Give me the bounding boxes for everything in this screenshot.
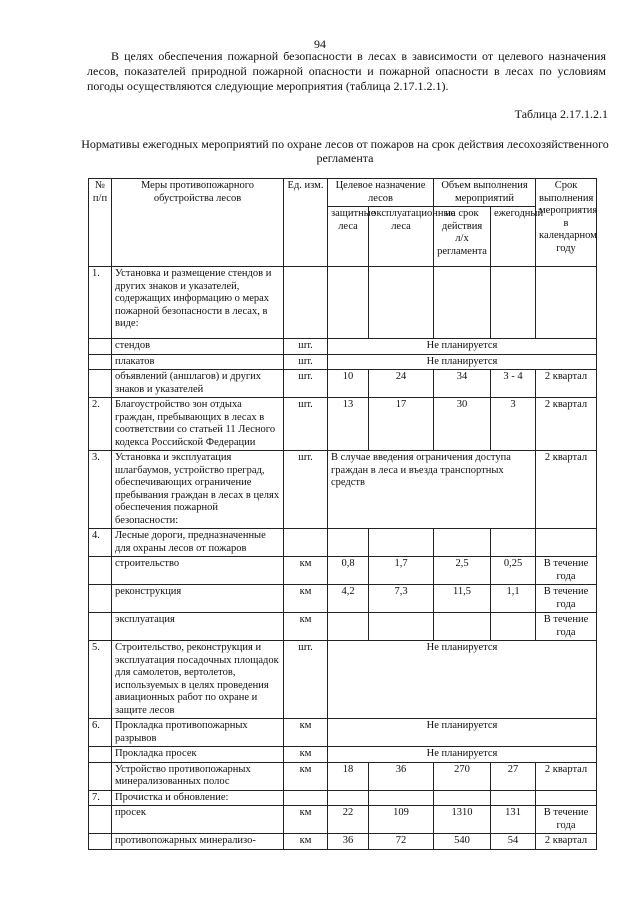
- deadline-value: 2 квартал: [536, 398, 597, 451]
- term-value: 30: [434, 398, 491, 451]
- table-row: [89, 747, 597, 763]
- unit-cell: км: [284, 719, 328, 747]
- row-number: 3.: [89, 451, 112, 529]
- deadline-value: В течение года: [536, 585, 597, 613]
- exploitation-value: 72: [369, 834, 434, 850]
- table-row: [89, 719, 597, 747]
- merged-value: В случае введения ограничения доступа граждан в леса и въезда транспортных средств: [328, 451, 536, 529]
- deadline-value: 2 квартал: [536, 370, 597, 398]
- header-num: № п/п: [89, 179, 112, 267]
- header-measures: Меры противопожарного обустройства лесов: [112, 179, 284, 267]
- fire-protection-norms-table: [88, 178, 597, 850]
- table-row: [89, 585, 597, 613]
- table-row: [89, 339, 597, 355]
- term-value: 1310: [434, 806, 491, 834]
- unit-cell: шт.: [284, 339, 328, 355]
- table-row: [89, 451, 597, 529]
- protective-value: 0,8: [328, 557, 369, 585]
- measure-name: плакатов: [112, 354, 284, 370]
- measure-name: Прокладка противопожарных разрывов: [112, 719, 284, 747]
- term-value: 2,5: [434, 557, 491, 585]
- deadline-value: В течение года: [536, 557, 597, 585]
- table-row: [89, 834, 597, 850]
- exploitation-value: 1,7: [369, 557, 434, 585]
- measure-name: Строительство, реконструкция и эксплуатация посадочных площадок для самолетов, вертолетов, используемых в целях проведения авиационных работ по охране и защите лесов: [112, 641, 284, 719]
- row-number: 1.: [89, 267, 112, 339]
- annual-value: 27: [491, 762, 536, 790]
- merged-value: Не планируется: [328, 339, 597, 355]
- measure-name: реконструкция: [112, 585, 284, 613]
- header-row: [89, 179, 597, 207]
- table-row: [89, 762, 597, 790]
- unit-cell: км: [284, 747, 328, 763]
- table-title: Нормативы ежегодных мероприятий по охране лесов от пожаров на срок действия лесохозяйственного регламента: [81, 137, 609, 165]
- unit-cell: шт.: [284, 451, 328, 529]
- table-row: [89, 370, 597, 398]
- page-number: 94: [314, 37, 326, 51]
- table-row: [89, 790, 597, 806]
- annual-value: 54: [491, 834, 536, 850]
- measure-name: Благоустройство зон отдыха граждан, пребывающих в лесах в соответствии со статьей 11 Лесного кодекса Российской Федерации: [112, 398, 284, 451]
- table-row: [89, 398, 597, 451]
- table-row: [89, 354, 597, 370]
- unit-cell: км: [284, 762, 328, 790]
- exploitation-value: 36: [369, 762, 434, 790]
- protective-value: 4,2: [328, 585, 369, 613]
- table-caption: Таблица 2.17.1.2.1: [514, 107, 608, 121]
- protective-value: 22: [328, 806, 369, 834]
- header-volume: Объем выполнения мероприятий: [434, 179, 536, 207]
- annual-value: 3: [491, 398, 536, 451]
- unit-cell: км: [284, 806, 328, 834]
- header-deadline: Срок выполнения мероприятия в календарном году: [536, 179, 597, 267]
- term-value: 11,5: [434, 585, 491, 613]
- header-protective: защитные леса: [328, 207, 369, 267]
- annual-value: 1,1: [491, 585, 536, 613]
- row-number: 7.: [89, 790, 112, 806]
- exploitation-value: 109: [369, 806, 434, 834]
- table-row: [89, 267, 597, 339]
- measure-name: стендов: [112, 339, 284, 355]
- measure-name: Установка и эксплуатация шлагбаумов, устройство преград, обеспечивающих ограничение пребывания граждан в лесах в целях обеспечения пожарной безопасности:: [112, 451, 284, 529]
- row-number: 5.: [89, 641, 112, 719]
- row-number: 4.: [89, 529, 112, 557]
- header-purpose: Целевое назначение лесов: [328, 179, 434, 207]
- unit-cell: км: [284, 557, 328, 585]
- measure-name: объявлений (аншлагов) и других знаков и указателей: [112, 370, 284, 398]
- deadline-value: 2 квартал: [536, 451, 597, 529]
- protective-value: 10: [328, 370, 369, 398]
- unit-cell: шт.: [284, 370, 328, 398]
- table-row: [89, 613, 597, 641]
- merged-value: Не планируется: [328, 747, 597, 763]
- header-exploitation: эксплуатационные леса: [369, 207, 434, 267]
- exploitation-value: 24: [369, 370, 434, 398]
- protective-value: 36: [328, 834, 369, 850]
- protective-value: 13: [328, 398, 369, 451]
- measure-name: противопожарных минерализо-: [112, 834, 284, 850]
- merged-value: Не планируется: [328, 354, 597, 370]
- exploitation-value: 7,3: [369, 585, 434, 613]
- measure-name: строительство: [112, 557, 284, 585]
- header-annual: ежегодный: [491, 207, 536, 267]
- deadline-value: 2 квартал: [536, 762, 597, 790]
- annual-value: 131: [491, 806, 536, 834]
- table-row: [89, 557, 597, 585]
- measure-name: Устройство противопожарных минерализованных полос: [112, 762, 284, 790]
- measure-name: просек: [112, 806, 284, 834]
- table-row: [89, 641, 597, 719]
- unit-cell: шт.: [284, 641, 328, 719]
- merged-value: Не планируется: [328, 719, 597, 747]
- unit-cell: шт.: [284, 398, 328, 451]
- term-value: 34: [434, 370, 491, 398]
- deadline-value: В течение года: [536, 806, 597, 834]
- unit-cell: км: [284, 585, 328, 613]
- row-number: 6.: [89, 719, 112, 747]
- deadline-value: 2 квартал: [536, 834, 597, 850]
- term-value: 270: [434, 762, 491, 790]
- protective-value: 18: [328, 762, 369, 790]
- measure-name: Прокладка просек: [112, 747, 284, 763]
- annual-value: 0,25: [491, 557, 536, 585]
- deadline-value: В течение года: [536, 613, 597, 641]
- annual-value: 3 - 4: [491, 370, 536, 398]
- table-row: [89, 529, 597, 557]
- row-number: 2.: [89, 398, 112, 451]
- measure-name: эксплуатация: [112, 613, 284, 641]
- header-unit: Ед. изм.: [284, 179, 328, 267]
- merged-value: Не планируется: [328, 641, 597, 719]
- exploitation-value: 17: [369, 398, 434, 451]
- table-row: [89, 806, 597, 834]
- unit-cell: км: [284, 834, 328, 850]
- unit-cell: км: [284, 613, 328, 641]
- term-value: 540: [434, 834, 491, 850]
- header-term-volume: на срок действия л/х регламента: [434, 207, 491, 267]
- measure-name: Установка и размещение стендов и других знаков и указателей, содержащих информацию о мерах пожарной безопасности в лесах, в виде:: [112, 267, 284, 339]
- unit-cell: шт.: [284, 354, 328, 370]
- measure-name: Прочистка и обновление:: [112, 790, 284, 806]
- intro-paragraph: В целях обеспечения пожарной безопасности в лесах в зависимости от целевого назначения лесов, показателей природной пожарной опасности и пожарной опасности в лесах по условиям погоды осуществляются следующие мероприятия (таблица 2.17.1.2.1).: [87, 49, 606, 93]
- measure-name: Лесные дороги, предназначенные для охраны лесов от пожаров: [112, 529, 284, 557]
